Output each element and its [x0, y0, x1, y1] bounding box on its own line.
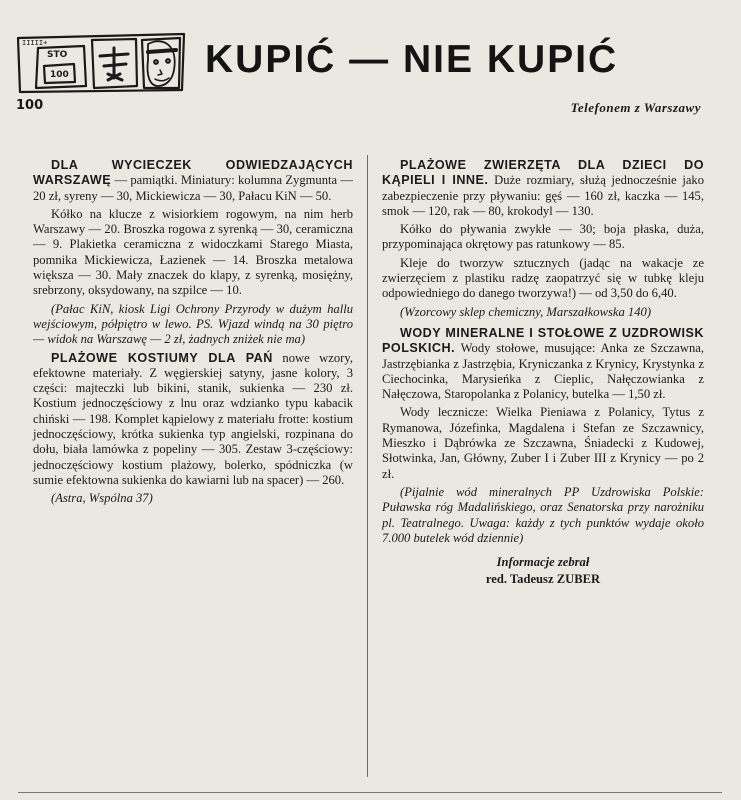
- logo-label-sto: STO: [47, 50, 68, 60]
- logo-label-tally: IIIII+: [22, 39, 48, 47]
- bottom-rule: [18, 792, 722, 793]
- section-souvenirs-intro: [33, 158, 353, 204]
- logo-label-100: 100: [16, 98, 44, 112]
- section-note: (Pijalnie wód mineralnych PP Uzdrowiska Polskie: Puławska róg Madalińskiego, oraz Senatorska przy narożniku pl. Teatralnego. Uwaga: każdy z tych punktów wydaje około 7.000 butelek wód dziennie): [382, 484, 704, 545]
- page-title: KUPIĆ — NIE KUPIĆ: [205, 38, 619, 81]
- section-text: Kleje do tworzyw sztucznych (jadąc na wakacje ze zwierzęciem z plastiku radzę zaopatrzyć się w tubkę kleju odpowiedniego do danego tworzywa!) — od 3,50 do 6,40.: [382, 255, 704, 301]
- column-logo-illustration: [14, 30, 188, 112]
- section-text: Kółko do pływania zwykłe — 30; boja płaska, duża, przypominająca okrętowy pas ratunkowy — 85.: [382, 222, 704, 252]
- section-heading-mineral-waters: WODY MINERALNE I STOŁOWE Z UZDROWISK POLSKICH.: [382, 325, 704, 356]
- section-text: — pamiątki. Miniatury: kolumna Zygmunta — 20 zł, syreny — 30, Mickiewicza — 30, Pałacu KiN — 50.: [33, 173, 353, 203]
- section-note: (Astra, Wspólna 37): [51, 491, 153, 506]
- credits-line: Informacje zebrał: [496, 555, 590, 570]
- section-note: (Pałac KiN, kiosk Ligi Ochrony Przyrody w dużym hallu wejściowym, półpiętro w lewo. PS. Wjazd windą na 30 piętro — widok na Warszawę — 2 zł, żadnych zniżek nie ma): [33, 301, 353, 347]
- section-note: (Wzorcowy sklep chemiczny, Marszałkowska 140): [400, 304, 652, 319]
- right-column: [382, 158, 704, 588]
- author-name: red. Tadeusz ZUBER: [485, 572, 601, 587]
- section-text: Wody stołowe, musujące: Anka ze Szczawna, Jastrzębianka z Jastrzębia, Kryniczanka z Krynicy, Krystynka z Ciechocinka, Marysieńka z Cieplic, Nałęczowianka z Nałęczowa, Staropolanka z Polanicy, butelka — 1,50 zł.: [382, 341, 704, 402]
- page-subtitle: Telefonem z Warszawy: [570, 100, 701, 115]
- author-credits: [382, 554, 704, 588]
- section-beach-toys: [382, 158, 704, 219]
- section-swimsuits: [33, 351, 353, 489]
- section-mineral-waters: [382, 326, 704, 402]
- section-heading-swimsuits: PLAŻOWE KOSTIUMY DLA PAŃ: [51, 350, 273, 365]
- section-heading-beach-toys: PLAŻOWE ZWIERZĘTA DLA DZIECI DO KĄPIELI I INNE.: [382, 158, 704, 188]
- column-divider: [367, 155, 368, 777]
- section-text: Wody lecznicze: Wielka Pieniawa z Polanicy, Tytus z Rymanowa, Józefinka, Magdalena i Stefan ze Szczawnicy, Mieszko i Dąbrówka ze Szczawna, Śniadecki z Kudowej, Słotwinka, Jan, Główny, Zuber I i Zuber III z Krynicy — po 2 zł.: [382, 405, 704, 481]
- section-text: nowe wzory, efektowne materiały. Z węgierskiej satyny, jasne kolory, 3 części: majteczki lub bikini, stanik, sukienka — 230 zł. Kostium jednoczęściowy z lnu oraz wdzianko typu kabacik chiński — 198. Komplet kąpielowy z materiału frotte: kostium jednoczęściowy, krótka sukienka typ angielski, rozpinana do dołu, biała lamówka z popeliny — 305. Zestaw 3-częściowy: jednoczęściowy kostium plażowy, bolerko, spódniczka (w sumie efektowna sukienka do kawiarni lub na spacer) — 260.: [33, 350, 353, 487]
- logo-label-100-small: 100: [50, 70, 69, 80]
- section-text: Kółko na klucze z wisiorkiem rogowym, na nim herb Warszawy — 20. Broszka rogowa z syrenką — 30, ceramiczna — 9. Plakietka ceramiczna z widoczkami Starego Miasta, pomnika Mickiewicza, Łazienek — 14. Broszka metalowa większa — 30. Mały znaczek do klapy, z syrenką, mosiężny, srebrzony, oksydowany, na szpilce — 10.: [33, 206, 353, 298]
- section-heading-souvenirs: DLA WYCIECZEK ODWIEDZAJĄCYCH WARSZAWĘ: [33, 158, 353, 188]
- left-column: [33, 158, 353, 510]
- section-text: Duże rozmiary, służą jednocześnie jako zabezpieczenie przy pływaniu: gęś — 160 zł, kaczka — 145, smok — 120, rak — 80, krokodyl — 130.: [382, 173, 705, 218]
